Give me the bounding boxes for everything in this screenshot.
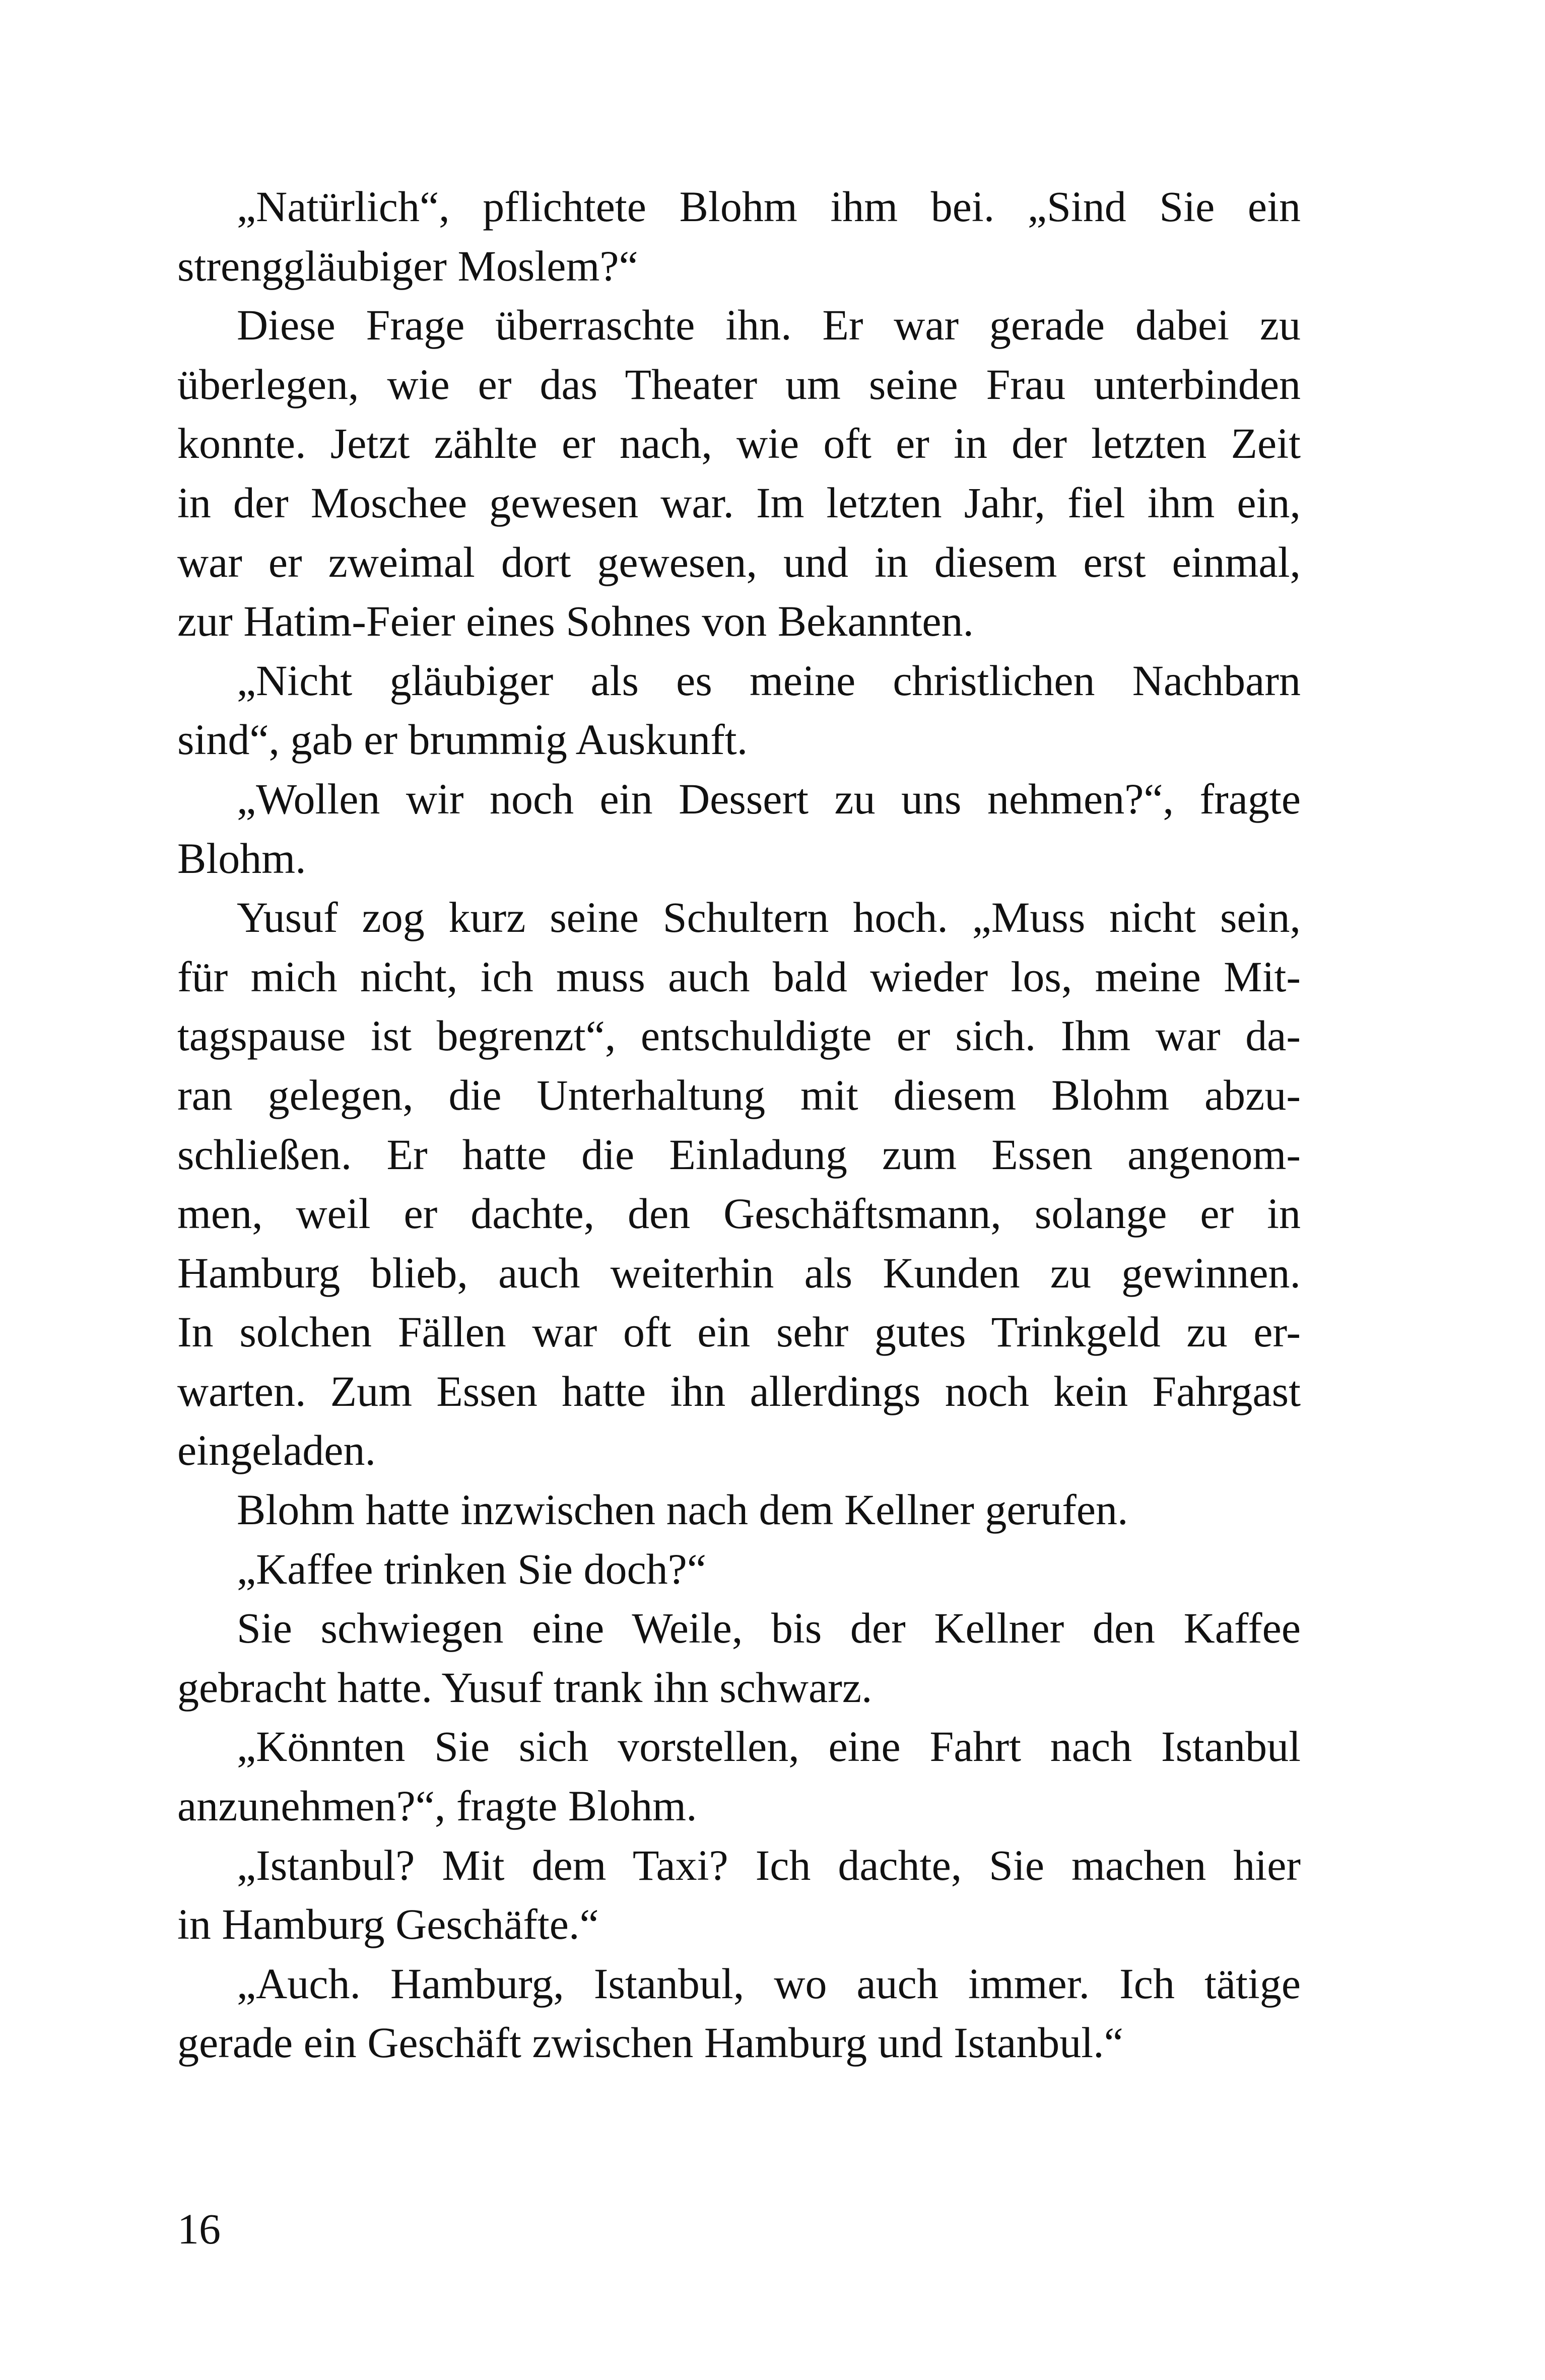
text-line: eingeladen. bbox=[177, 1426, 376, 1475]
text-line: Yusuf zog kurz seine Schultern hoch. „Muss nicht sein, bbox=[237, 893, 1301, 942]
text-line: Sie schwiegen eine Weile, bis der Kellner den Kaffee bbox=[237, 1604, 1301, 1653]
text-line: in der Moschee gewesen war. Im letzten Jahr, fiel ihm ein, bbox=[177, 478, 1301, 527]
text-line: überlegen, wie er das Theater um seine Frau unterbinden bbox=[177, 360, 1301, 409]
text-line: für mich nicht, ich muss auch bald wieder los, meine Mit- bbox=[177, 952, 1301, 1001]
text-line: „Könnten Sie sich vorstellen, eine Fahrt nach Istanbul bbox=[237, 1722, 1301, 1771]
text-line: men, weil er dachte, den Geschäftsmann, solange er in bbox=[177, 1189, 1301, 1238]
text-line: Blohm hatte inzwischen nach dem Kellner gerufen. bbox=[237, 1485, 1128, 1534]
text-line: Blohm. bbox=[177, 834, 306, 882]
text-line: „Nicht gläubiger als es meine christlichen Nachbarn bbox=[237, 656, 1301, 705]
text-line: „Kaffee trinken Sie doch?“ bbox=[237, 1544, 707, 1593]
text-line: strenggläubiger Moslem?“ bbox=[177, 241, 638, 290]
text-line: warten. Zum Essen hatte ihn allerdings noch kein Fahrgast bbox=[177, 1367, 1301, 1415]
text-line: sind“, gab er brummig Auskunft. bbox=[177, 715, 748, 764]
text-line: schließen. Er hatte die Einladung zum Essen angenom- bbox=[177, 1130, 1301, 1179]
text-line: gerade ein Geschäft zwischen Hamburg und Istanbul.“ bbox=[177, 2018, 1123, 2067]
text-line: zur Hatim-Feier eines Sohnes von Bekannten. bbox=[177, 597, 974, 646]
page-number: 16 bbox=[177, 2205, 221, 2253]
text-line: in Hamburg Geschäfte.“ bbox=[177, 1900, 599, 1949]
text-line: „Auch. Hamburg, Istanbul, wo auch immer. Ich tätige bbox=[237, 1959, 1301, 2008]
text-line: „Natürlich“, pflichtete Blohm ihm bei. „Sind Sie ein bbox=[237, 182, 1301, 231]
text-line: konnte. Jetzt zählte er nach, wie oft er in der letzten Zeit bbox=[177, 419, 1301, 468]
text-line: ran gelegen, die Unterhaltung mit diesem Blohm abzu- bbox=[177, 1070, 1301, 1119]
text-line: „Istanbul? Mit dem Taxi? Ich dachte, Sie machen hier bbox=[237, 1841, 1301, 1889]
text-line: anzunehmen?“, fragte Blohm. bbox=[177, 1782, 697, 1830]
text-line: Diese Frage überraschte ihn. Er war gerade dabei zu bbox=[237, 301, 1301, 350]
text-line: tagspause ist begrenzt“, entschuldigte er sich. Ihm war da- bbox=[177, 1011, 1301, 1060]
text-line: war er zweimal dort gewesen, und in diesem erst einmal, bbox=[177, 537, 1301, 586]
text-line: gebracht hatte. Yusuf trank ihn schwarz. bbox=[177, 1663, 872, 1712]
body-text bbox=[177, 177, 1301, 2073]
text-line: Hamburg blieb, auch weiterhin als Kunden zu gewinnen. bbox=[177, 1248, 1301, 1297]
text-line: In solchen Fällen war oft ein sehr gutes Trinkgeld zu er- bbox=[177, 1308, 1301, 1356]
text-line: „Wollen wir noch ein Dessert zu uns nehmen?“, fragte bbox=[237, 774, 1301, 823]
